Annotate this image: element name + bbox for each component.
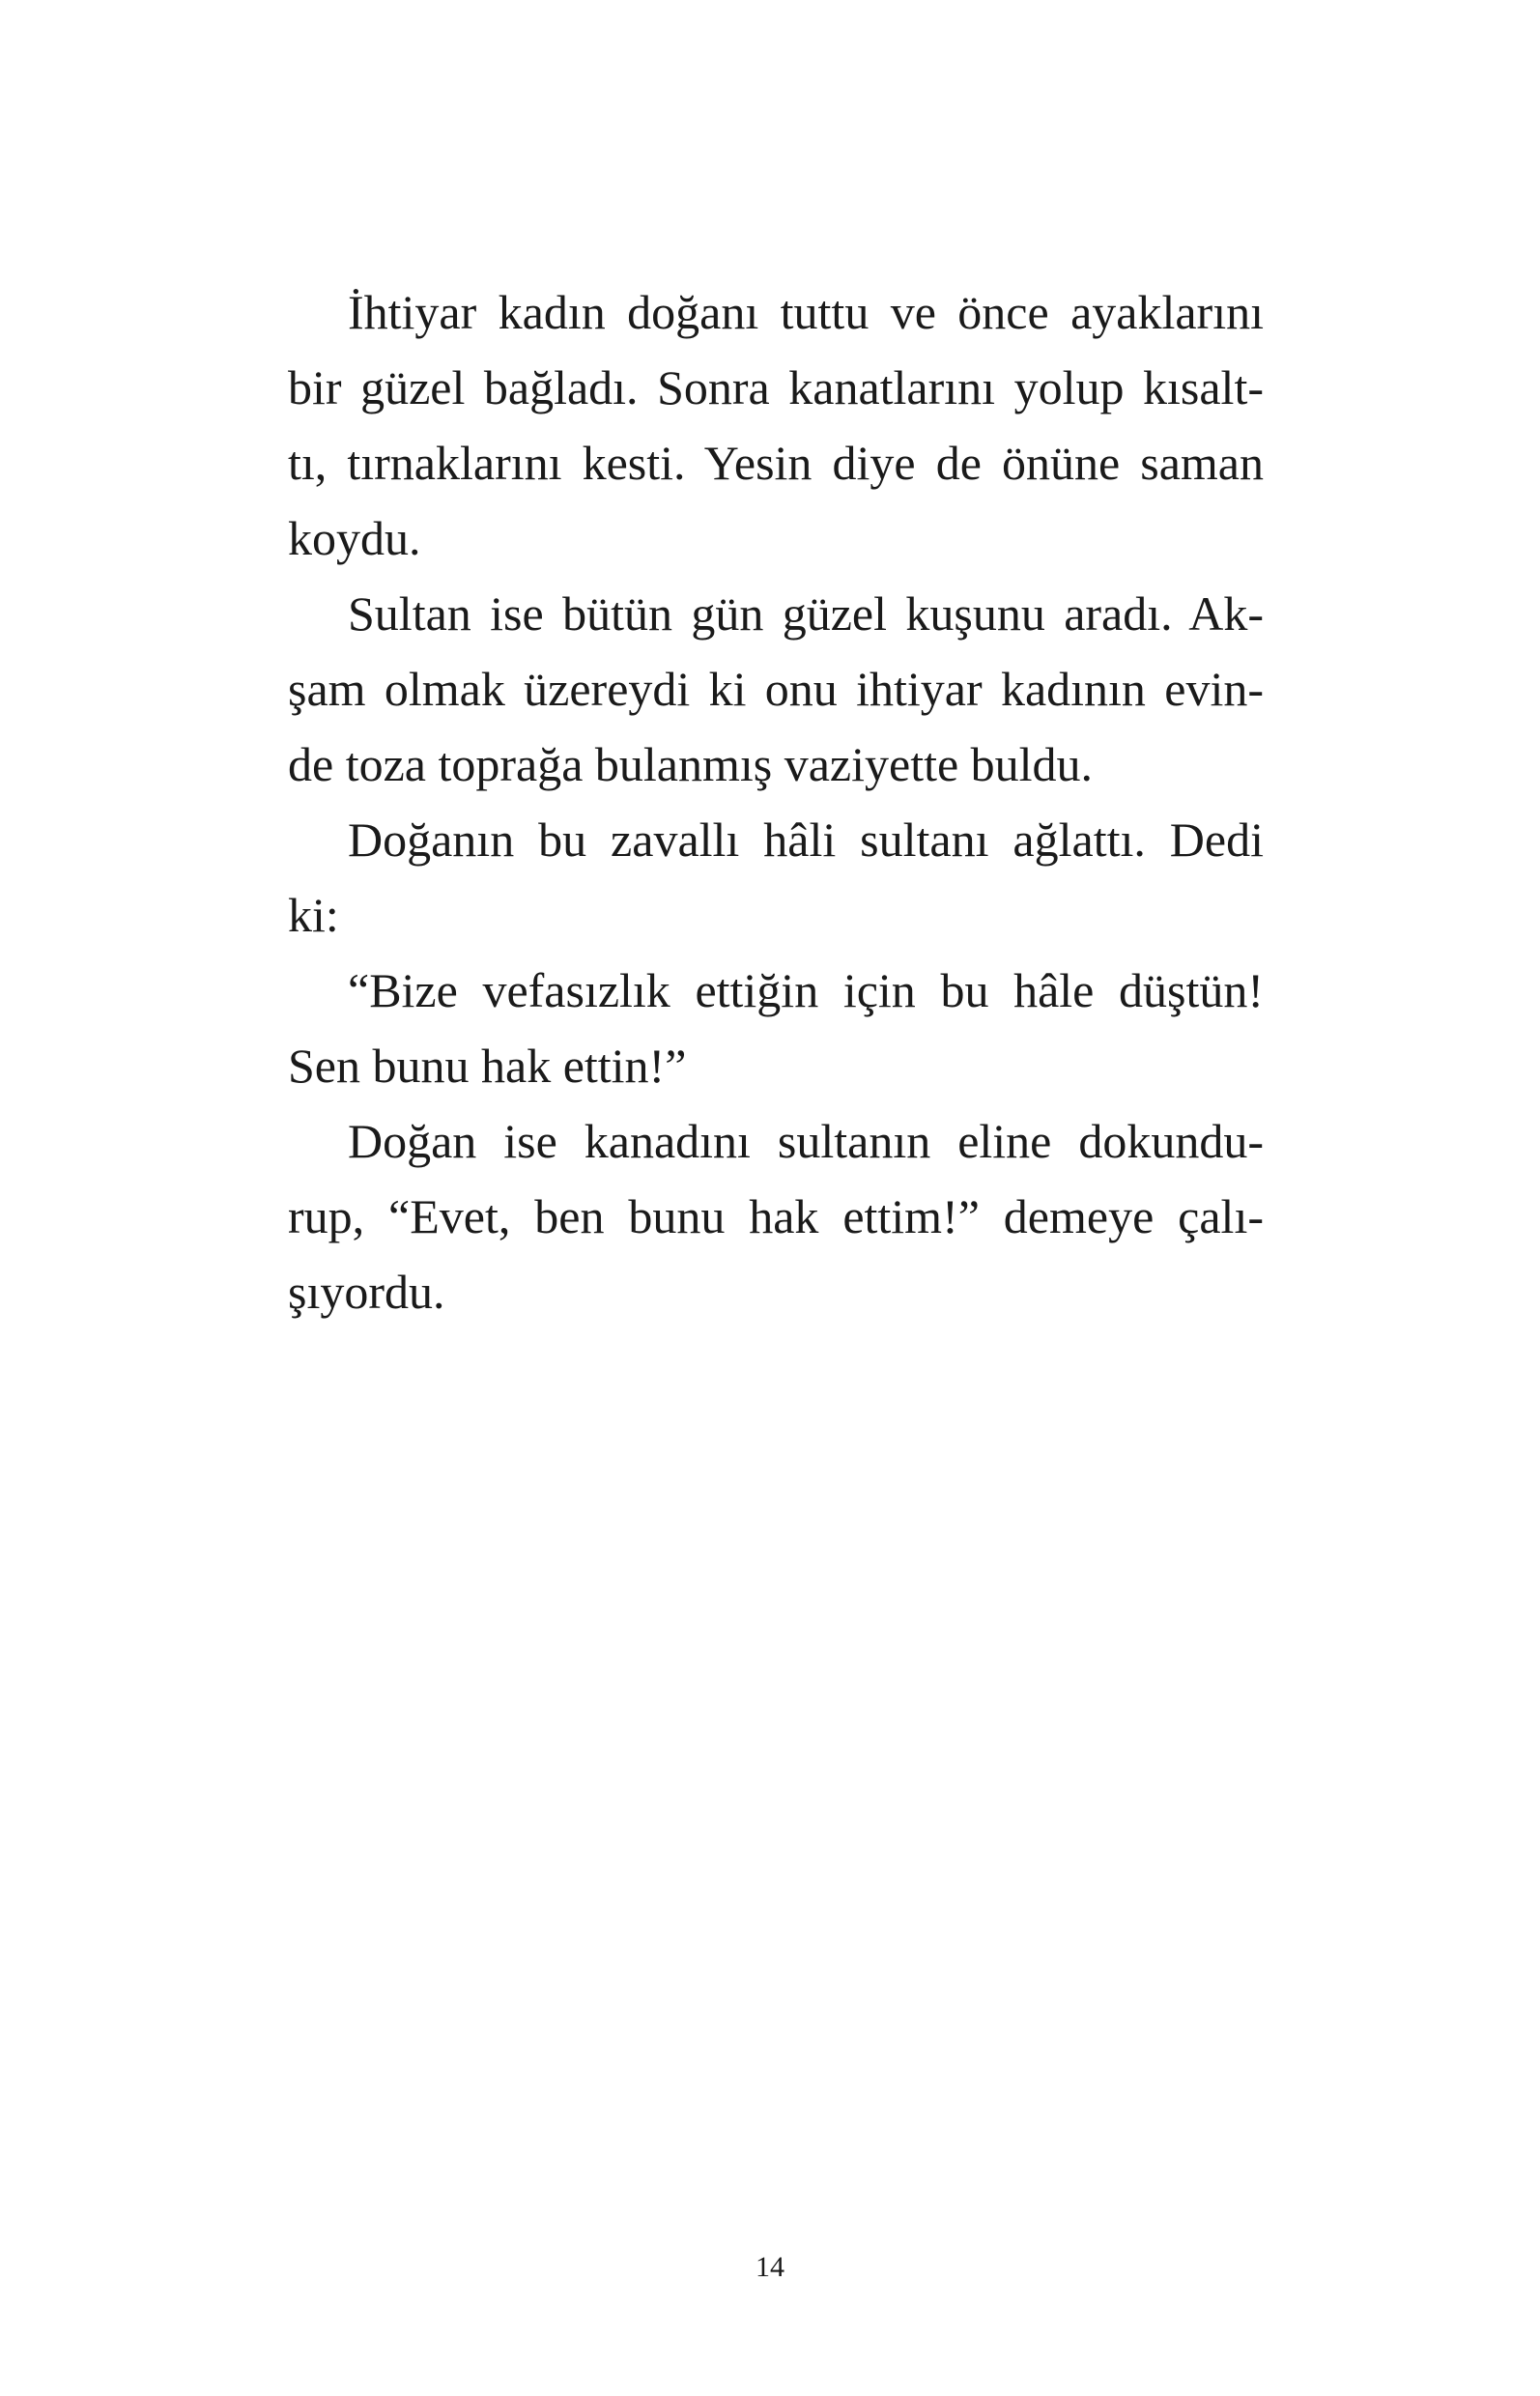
text-line: şam olmak üzereydi ki onu ihtiyar kadının evin-	[288, 662, 1264, 716]
text-line: Sen bunu hak ettin!”	[288, 1039, 687, 1093]
text-line: Doğanın bu zavallı hâli sultanı ağlattı. Dedi	[348, 813, 1264, 867]
text-line: şıyordu.	[288, 1265, 445, 1319]
text-line: İhtiyar kadın doğanı tuttu ve önce ayaklarını	[348, 285, 1264, 339]
text-line: bir güzel bağladı. Sonra kanatlarını yolup kısalt-	[288, 360, 1264, 414]
text-line: ki:	[288, 888, 339, 942]
text-line: Sultan ise bütün gün güzel kuşunu aradı. Ak-	[348, 586, 1264, 641]
body-text	[288, 274, 1264, 1329]
page-number: 14	[756, 2251, 784, 2283]
text-line: rup, “Evet, ben bunu hak ettim!” demeye çalı-	[288, 1189, 1264, 1243]
text-line: Doğan ise kanadını sultanın eline dokundu-	[348, 1114, 1264, 1168]
text-line: tı, tırnaklarını kesti. Yesin diye de önüne saman	[288, 436, 1264, 490]
text-line: koydu.	[288, 511, 421, 565]
text-line: de toza toprağa bulanmış vaziyette buldu.	[288, 737, 1094, 791]
text-line: “Bize vefasızlık ettiğin için bu hâle düştün!	[348, 963, 1264, 1017]
